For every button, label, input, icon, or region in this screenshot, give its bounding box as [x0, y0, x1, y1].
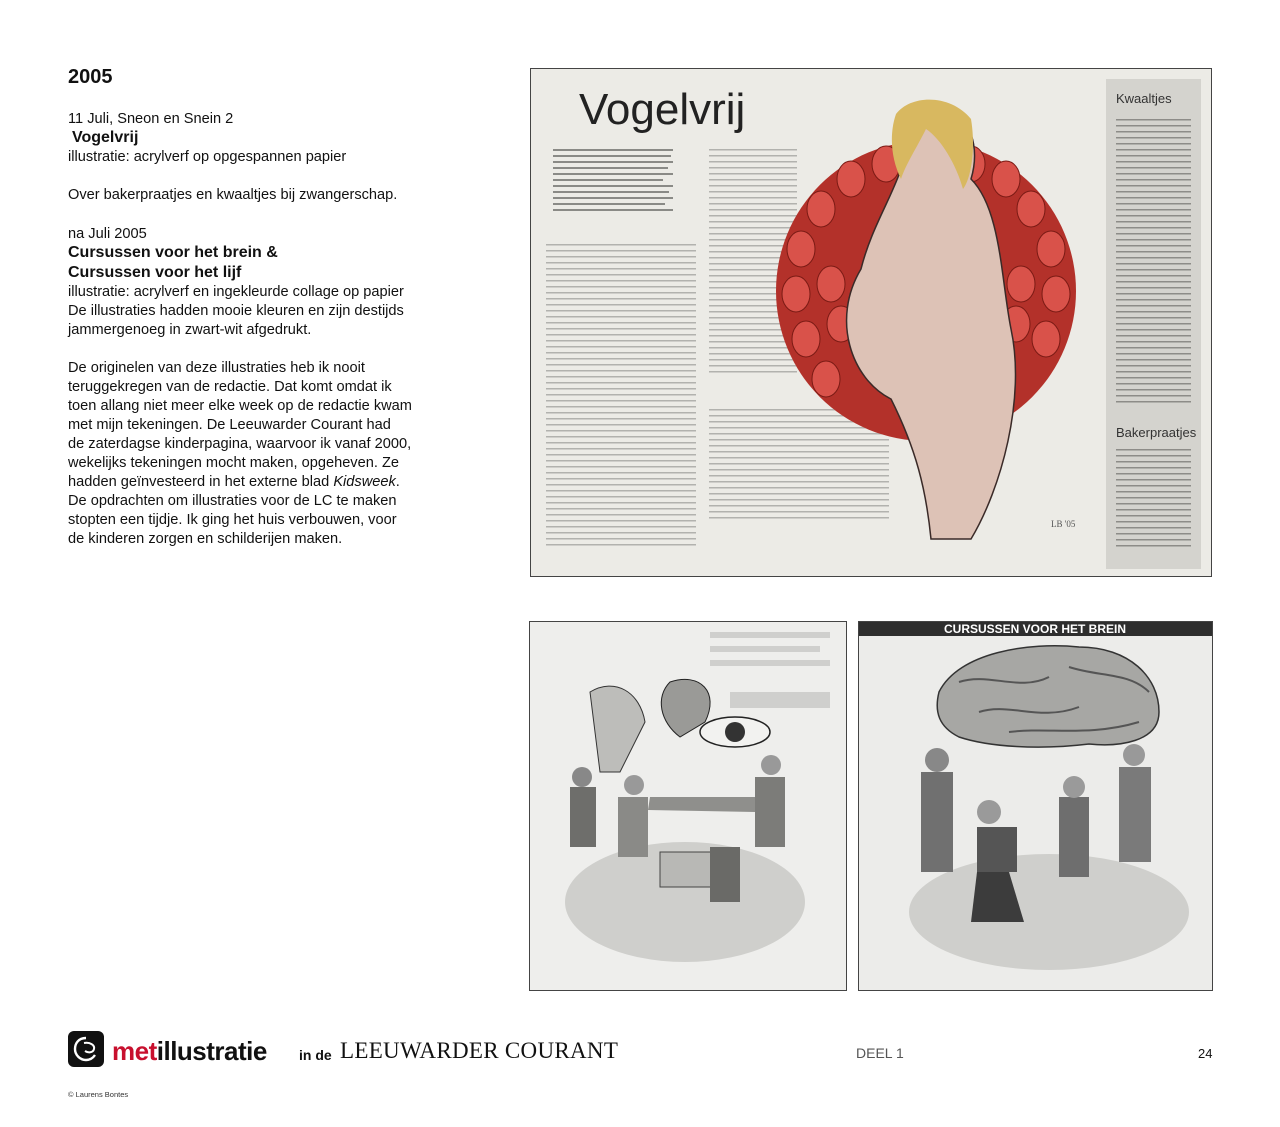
- clipping-brein-art: [859, 622, 1212, 990]
- footer-in-de: in de: [299, 1047, 332, 1063]
- entry2-note-line: De illustraties hadden mooie kleuren en zijn destijds: [68, 303, 404, 319]
- footer-newspaper: LEEUWARDER COURANT: [340, 1038, 619, 1063]
- brand-illustratie: illustratie: [156, 1036, 267, 1066]
- paragraph-line: stopten een tijdje. Ik ging het huis verbouwen, voor: [68, 512, 397, 528]
- clipping-cursussen-brein: [858, 621, 1213, 991]
- entry1-medium: illustratie: acrylverf op opgespannen papier: [68, 149, 347, 165]
- clipping-headline: Vogelvrij: [579, 85, 746, 134]
- paragraph-line: teruggekregen van de redactie. Dat komt omdat ik: [68, 379, 392, 395]
- clipping-lijf-art: [530, 622, 846, 990]
- logo-mark-icon: [68, 1031, 104, 1067]
- clipping-banner: CURSUSSEN VOOR HET BREIN: [943, 622, 1127, 636]
- paragraph-line-kidsweek: [68, 473, 400, 492]
- entry2-note-line: jammergenoeg in zwart-wit afgedrukt.: [68, 322, 312, 338]
- copyright: © Laurens Bontes: [68, 1090, 129, 1099]
- sidebar-title-bakerpraatjes: Bakerpraatjes: [1116, 425, 1197, 440]
- clipping-signature: LB '05: [1051, 519, 1076, 529]
- paragraph-line: met mijn tekeningen. De Leeuwarder Courant had: [68, 417, 391, 433]
- entry2-title-1: Cursussen voor het brein &: [68, 244, 278, 261]
- clipping-vogelvrij: [530, 68, 1212, 577]
- entry2-title-2: Cursussen voor het lijf: [68, 264, 242, 281]
- paragraph-line: De opdrachten om illustraties voor de LC te maken: [68, 493, 397, 509]
- paragraph-line: toen allang niet meer elke week op de redactie kwam: [68, 398, 412, 414]
- entry1-description: Over bakerpraatjes en kwaaltjes bij zwangerschap.: [68, 187, 398, 203]
- sidebar-title-kwaaltjes: Kwaaltjes: [1116, 91, 1172, 106]
- kidsweek-italic: Kidsweek: [333, 474, 396, 490]
- entry2-date: na Juli 2005: [68, 226, 147, 242]
- entry1-title: Vogelvrij: [72, 129, 139, 146]
- paragraph-line: De originelen van deze illustraties heb ik nooit: [68, 360, 365, 376]
- entry1-date: 11 Juli, Sneon en Snein 2: [68, 111, 234, 127]
- footer-section: DEEL 1: [856, 1045, 904, 1061]
- brand-met: met: [112, 1036, 157, 1066]
- paragraph-line: hadden geïnvesteerd in het externe blad: [68, 474, 330, 490]
- paragraph-line: de zaterdagse kinderpagina, waarvoor ik vanaf 2000,: [68, 436, 412, 452]
- paragraph-period: .: [395, 474, 400, 490]
- paragraph-line: de kinderen zorgen en schilderijen maken.: [68, 531, 343, 547]
- clipping-vogelvrij-art: [531, 69, 1211, 576]
- metillustratie-logo: [68, 1031, 104, 1067]
- entry2-medium: illustratie: acrylverf en ingekleurde collage op papier: [68, 284, 404, 300]
- page-number: 24: [1198, 1046, 1213, 1061]
- clipping-cursussen-lijf: [529, 621, 847, 991]
- paragraph-line: wekelijks tekeningen mocht maken, opgeheven. Ze: [68, 455, 399, 471]
- year-heading: 2005: [68, 66, 113, 88]
- footer-brand: [112, 1036, 267, 1067]
